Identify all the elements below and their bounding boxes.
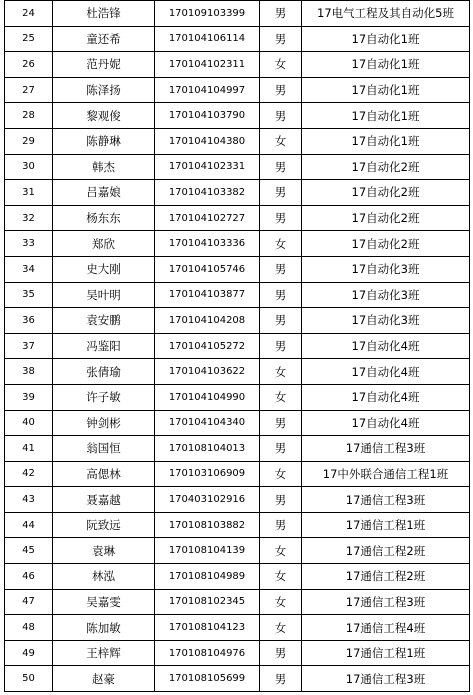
table-row	[5, 359, 470, 385]
student-name: 陈静琳	[53, 128, 155, 154]
table-row	[5, 231, 470, 257]
student-name: 黎观俊	[53, 103, 155, 129]
table-row	[5, 436, 470, 462]
student-class: 17自动化4班	[302, 384, 470, 410]
student-id: 170104105272	[155, 333, 260, 359]
student-name: 翁国恒	[53, 436, 155, 462]
student-gender: 女	[260, 359, 302, 385]
table-row	[5, 26, 470, 52]
row-number: 39	[5, 384, 53, 410]
student-class: 17中外联合通信工程1班	[302, 461, 470, 487]
table-row	[5, 512, 470, 538]
table-row	[5, 615, 470, 641]
row-number: 25	[5, 26, 53, 52]
student-name: 林泓	[53, 564, 155, 590]
table-row	[5, 103, 470, 129]
student-class: 17自动化4班	[302, 359, 470, 385]
student-id: 170104103877	[155, 282, 260, 308]
student-id: 170104103382	[155, 180, 260, 206]
student-gender: 男	[260, 180, 302, 206]
student-name: 吕嘉娘	[53, 180, 155, 206]
student-gender: 女	[260, 615, 302, 641]
student-gender: 男	[260, 205, 302, 231]
student-id: 170104103336	[155, 231, 260, 257]
student-class: 17通信工程3班	[302, 436, 470, 462]
student-id: 170104104997	[155, 77, 260, 103]
student-class: 17自动化1班	[302, 103, 470, 129]
student-class: 17自动化3班	[302, 282, 470, 308]
table-row	[5, 538, 470, 564]
student-name: 高偲林	[53, 461, 155, 487]
student-name: 陈加敏	[53, 615, 155, 641]
student-class: 17自动化4班	[302, 410, 470, 436]
roster-body	[5, 1, 470, 692]
row-number: 50	[5, 666, 53, 692]
student-class: 17通信工程4班	[302, 615, 470, 641]
student-name: 聂嘉越	[53, 487, 155, 513]
student-class: 17电气工程及其自动化5班	[302, 1, 470, 27]
student-gender: 女	[260, 589, 302, 615]
student-class: 17自动化1班	[302, 77, 470, 103]
student-id: 170104103622	[155, 359, 260, 385]
student-id: 170108105699	[155, 666, 260, 692]
student-name: 吴叶明	[53, 282, 155, 308]
row-number: 43	[5, 487, 53, 513]
table-row	[5, 128, 470, 154]
row-number: 45	[5, 538, 53, 564]
table-row	[5, 180, 470, 206]
student-id: 170104102311	[155, 52, 260, 78]
student-id: 170108103882	[155, 512, 260, 538]
student-class: 17自动化4班	[302, 333, 470, 359]
student-id: 170108104976	[155, 640, 260, 666]
student-class: 17通信工程3班	[302, 666, 470, 692]
student-gender: 女	[260, 564, 302, 590]
student-id: 170108104989	[155, 564, 260, 590]
student-name: 张倩瑜	[53, 359, 155, 385]
table-row	[5, 308, 470, 334]
student-name: 阮致远	[53, 512, 155, 538]
student-id: 170108104123	[155, 615, 260, 641]
student-gender: 男	[260, 282, 302, 308]
row-number: 31	[5, 180, 53, 206]
student-name: 童还希	[53, 26, 155, 52]
student-class: 17自动化3班	[302, 308, 470, 334]
student-gender: 女	[260, 384, 302, 410]
row-number: 24	[5, 1, 53, 27]
table-row	[5, 1, 470, 27]
student-class: 17自动化2班	[302, 205, 470, 231]
student-gender: 男	[260, 77, 302, 103]
student-gender: 男	[260, 26, 302, 52]
table-row	[5, 77, 470, 103]
table-row	[5, 154, 470, 180]
student-name: 郑欣	[53, 231, 155, 257]
student-gender: 女	[260, 538, 302, 564]
row-number: 32	[5, 205, 53, 231]
table-row	[5, 487, 470, 513]
table-row	[5, 333, 470, 359]
student-gender: 男	[260, 154, 302, 180]
student-class: 17通信工程1班	[302, 512, 470, 538]
student-name: 史大刚	[53, 256, 155, 282]
student-name: 陈泽扬	[53, 77, 155, 103]
student-gender: 女	[260, 231, 302, 257]
student-name: 钟剑彬	[53, 410, 155, 436]
student-class: 17通信工程3班	[302, 487, 470, 513]
student-class: 17自动化1班	[302, 26, 470, 52]
student-id: 170108102345	[155, 589, 260, 615]
row-number: 44	[5, 512, 53, 538]
row-number: 38	[5, 359, 53, 385]
student-gender: 女	[260, 128, 302, 154]
table-row	[5, 52, 470, 78]
student-id: 170109103399	[155, 1, 260, 27]
student-name: 袁琳	[53, 538, 155, 564]
student-class: 17自动化2班	[302, 154, 470, 180]
row-number: 27	[5, 77, 53, 103]
student-gender: 男	[260, 1, 302, 27]
student-gender: 男	[260, 410, 302, 436]
table-row	[5, 410, 470, 436]
student-id: 170108104139	[155, 538, 260, 564]
student-name: 冯鉴阳	[53, 333, 155, 359]
student-name: 杨东东	[53, 205, 155, 231]
student-gender: 男	[260, 333, 302, 359]
row-number: 46	[5, 564, 53, 590]
student-id: 170104104340	[155, 410, 260, 436]
row-number: 37	[5, 333, 53, 359]
student-gender: 男	[260, 640, 302, 666]
student-id: 170104104990	[155, 384, 260, 410]
student-id: 170104105746	[155, 256, 260, 282]
student-id: 170104102727	[155, 205, 260, 231]
student-gender: 女	[260, 461, 302, 487]
student-class: 17自动化2班	[302, 180, 470, 206]
student-gender: 男	[260, 512, 302, 538]
student-gender: 女	[260, 52, 302, 78]
student-id: 170103106909	[155, 461, 260, 487]
student-id: 170104103790	[155, 103, 260, 129]
student-gender: 男	[260, 666, 302, 692]
row-number: 29	[5, 128, 53, 154]
student-id: 170104104208	[155, 308, 260, 334]
table-row	[5, 589, 470, 615]
student-class: 17自动化2班	[302, 231, 470, 257]
table-row	[5, 256, 470, 282]
student-class: 17通信工程2班	[302, 538, 470, 564]
row-number: 42	[5, 461, 53, 487]
row-number: 33	[5, 231, 53, 257]
row-number: 36	[5, 308, 53, 334]
student-gender: 男	[260, 103, 302, 129]
student-class: 17通信工程3班	[302, 589, 470, 615]
student-roster-table	[4, 0, 470, 692]
student-id: 170104102331	[155, 154, 260, 180]
student-name: 许子敏	[53, 384, 155, 410]
row-number: 47	[5, 589, 53, 615]
row-number: 34	[5, 256, 53, 282]
student-class: 17自动化1班	[302, 52, 470, 78]
student-name: 赵豪	[53, 666, 155, 692]
student-gender: 男	[260, 487, 302, 513]
table-row	[5, 640, 470, 666]
student-class: 17自动化1班	[302, 128, 470, 154]
student-name: 韩杰	[53, 154, 155, 180]
student-name: 范丹妮	[53, 52, 155, 78]
student-id: 170104106114	[155, 26, 260, 52]
student-id: 170108104013	[155, 436, 260, 462]
student-name: 杜浩锋	[53, 1, 155, 27]
student-id: 170403102916	[155, 487, 260, 513]
table-row	[5, 461, 470, 487]
student-gender: 男	[260, 308, 302, 334]
row-number: 41	[5, 436, 53, 462]
student-class: 17通信工程2班	[302, 564, 470, 590]
table-row	[5, 282, 470, 308]
student-id: 170104104380	[155, 128, 260, 154]
row-number: 48	[5, 615, 53, 641]
student-gender: 男	[260, 436, 302, 462]
student-name: 王梓辉	[53, 640, 155, 666]
student-class: 17通信工程1班	[302, 640, 470, 666]
table-row	[5, 384, 470, 410]
table-row	[5, 564, 470, 590]
student-gender: 男	[260, 256, 302, 282]
student-name: 袁安鹏	[53, 308, 155, 334]
row-number: 35	[5, 282, 53, 308]
row-number: 40	[5, 410, 53, 436]
table-row	[5, 205, 470, 231]
row-number: 28	[5, 103, 53, 129]
row-number: 30	[5, 154, 53, 180]
row-number: 49	[5, 640, 53, 666]
table-row	[5, 666, 470, 692]
row-number: 26	[5, 52, 53, 78]
student-class: 17自动化3班	[302, 256, 470, 282]
student-name: 吴嘉雯	[53, 589, 155, 615]
